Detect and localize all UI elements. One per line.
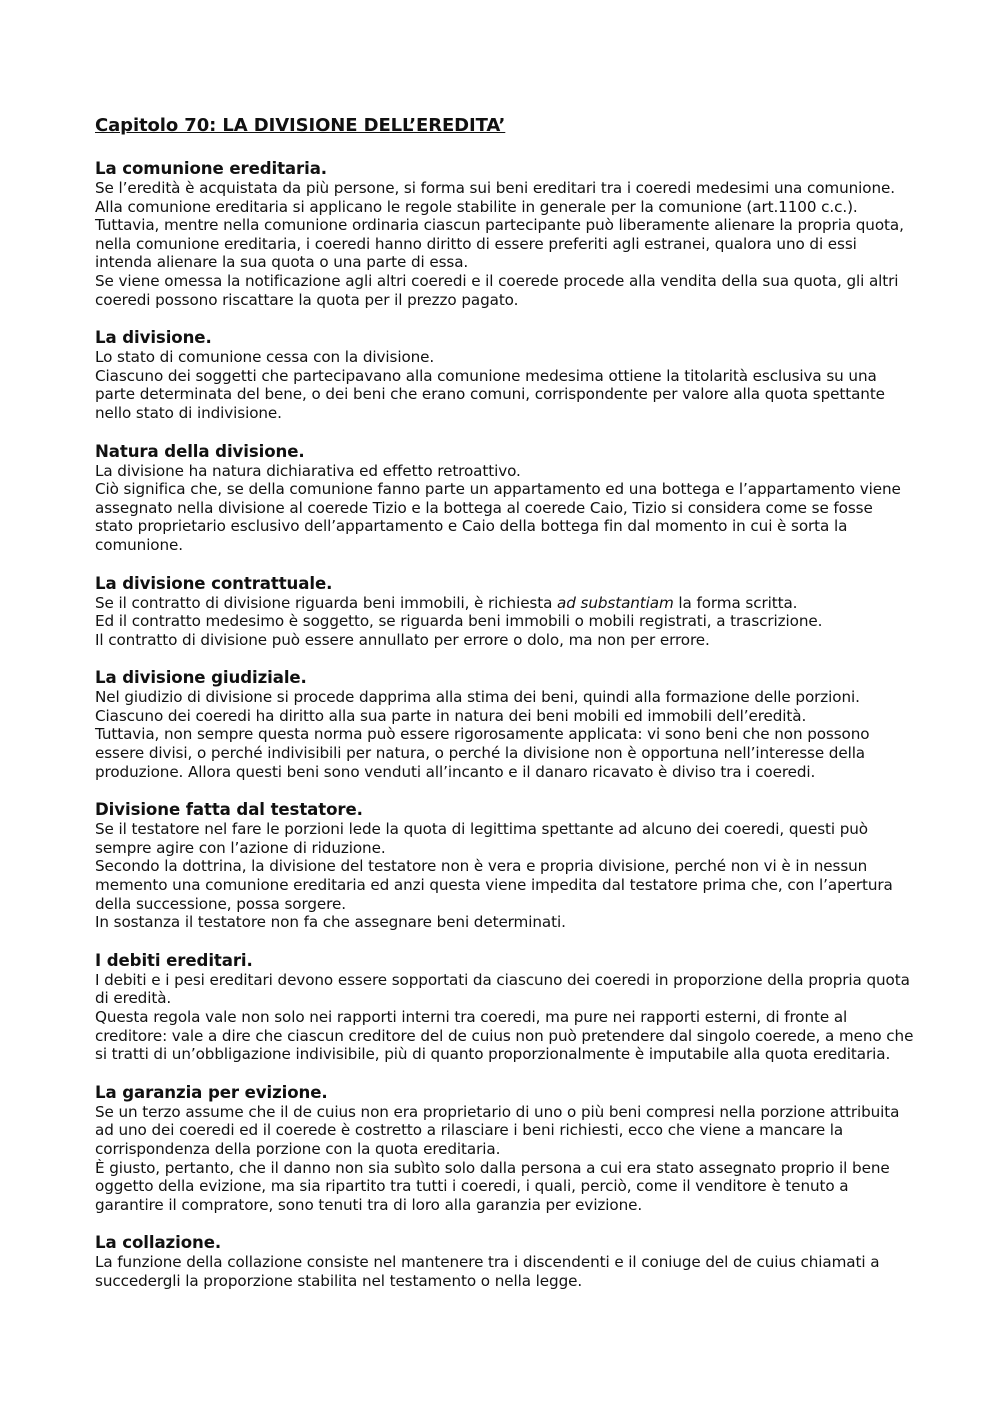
- paragraph: Ciascuno dei coeredi ha diritto alla sua parte in natura dei beni mobili ed immobili dell’eredità.: [95, 706, 807, 725]
- section-title: La divisione contrattuale.: [95, 573, 333, 593]
- paragraph: Lo stato di comunione cessa con la divisione.: [95, 348, 435, 367]
- section: [95, 328, 915, 422]
- section: [95, 159, 915, 309]
- paragraph: Ciò significa che, se della comunione fanno parte un appartamento ed una bottega e l’appartamento viene assegnato nella divisione al coerede Tizio e la bottega al coerede Caio, Tizio si considera come se fosse stato proprietario esclusivo dell’appartamento e Caio della bottega fin dal momento in cui è sorta la comunione.: [95, 480, 901, 554]
- paragraph: Se un terzo assume che il de cuius non era proprietario di uno o più beni compresi nella porzione attribuita ad uno dei coeredi ed il coerede è costretto a rilasciare i beni richiesti, ecco che viene a mancare la corrispondenza della porzione con la quota ereditaria.: [95, 1102, 900, 1158]
- section-title: Divisione fatta dal testatore.: [95, 800, 363, 820]
- section-title: Natura della divisione.: [95, 441, 305, 461]
- paragraph: Se l’eredità è acquistata da più persone, si forma sui beni ereditari tra i coeredi medesimi una comunione.: [95, 179, 895, 197]
- paragraph: Nel giudizio di divisione si procede dapprima alla stima dei beni, quindi alla formazione delle porzioni.: [95, 688, 860, 707]
- section: [95, 442, 915, 555]
- section: [95, 574, 915, 650]
- paragraph: Questa regola vale non solo nei rapporti interni tra coeredi, ma pure nei rapporti esterni, di fronte al creditore: vale a dire che ciascun creditore del de cuius non può pretendere dal singolo coerede, a meno che si tratti di un’obbligazione indivisibile, più di quanto proporzionalmente è imputabile alla quota ereditaria.: [95, 1008, 914, 1064]
- section-title: La divisione giudiziale.: [95, 668, 307, 688]
- paragraph: [95, 594, 915, 613]
- paragraph: Secondo la dottrina, la divisione del testatore non è vera e propria divisione, perché non vi è in nessun memento una comunione ereditaria ed anzi questa viene impedita dal testatore prima che, con l’apertura della successione, possa sorgere.: [95, 857, 893, 913]
- section-title: I debiti ereditari.: [95, 950, 253, 970]
- section: [95, 668, 915, 781]
- paragraph: La funzione della collazione consiste nel mantenere tra i discendenti e il coniuge del de cuius chiamati a succedergli la proporzione stabilita nel testamento o nella legge.: [95, 1253, 880, 1290]
- paragraph: In sostanza il testatore non fa che assegnare beni determinati.: [95, 913, 566, 932]
- paragraph-text: Se il contratto di divisione riguarda beni immobili, è richiesta: [95, 593, 558, 612]
- paragraph: La divisione ha natura dichiarativa ed effetto retroattivo.: [95, 461, 521, 480]
- paragraph: Ed il contratto medesimo è soggetto, se riguarda beni immobili o mobili registrati, a trascrizione.: [95, 612, 823, 631]
- sections-container: [95, 159, 915, 1291]
- section-title: La divisione.: [95, 328, 212, 348]
- section: [95, 1233, 915, 1290]
- chapter-title: Capitolo 70: LA DIVISIONE DELL’EREDITA’: [95, 115, 506, 136]
- paragraph: Se viene omessa la notificazione agli altri coeredi e il coerede procede alla vendita della sua quota, gli altri coeredi possono riscattare la quota per il prezzo pagato.: [95, 271, 899, 309]
- paragraph: Alla comunione ereditaria si applicano le regole stabilite in generale per la comunione (art.1100 c.c.).: [95, 197, 858, 216]
- section-title: La garanzia per evizione.: [95, 1082, 328, 1102]
- italic-term: ad substantiam: [557, 593, 674, 612]
- section: [95, 1083, 915, 1215]
- paragraph: Se il testatore nel fare le porzioni lede la quota di legittima spettante ad alcuno dei coeredi, questi può sempre agire con l’azione di riduzione.: [95, 820, 868, 857]
- paragraph-text: la forma scritta.: [673, 593, 798, 612]
- section-title: La collazione.: [95, 1233, 222, 1253]
- paragraph: Il contratto di divisione può essere annullato per errore o dolo, ma non per errore.: [95, 630, 710, 649]
- section: [95, 951, 915, 1064]
- paragraph: Tuttavia, mentre nella comunione ordinaria ciascun partecipante può liberamente alienare la propria quota, nella comunione ereditaria, i coeredi hanno diritto di essere preferiti agli estranei, qualora uno di essi intenda alienare la sua quota o una parte di essa.: [95, 216, 904, 272]
- paragraph: Ciascuno dei soggetti che partecipavano alla comunione medesima ottiene la titolarità esclusiva su una parte determinata del bene, o dei beni che erano comuni, corrispondente per valore alla quota spettante nello stato di indivisione.: [95, 366, 885, 422]
- section-title: La comunione ereditaria.: [95, 159, 327, 178]
- document-page: [95, 113, 915, 1310]
- paragraph: È giusto, pertanto, che il danno non sia subìto solo dalla persona a cui era stato assegnato proprio il bene oggetto della evizione, ma sia ripartito tra tutti i coeredi, i quali, perciò, come il venditore è tenuto a garantire il compratore, sono tenuti tra di loro alla garanzia per evizione.: [95, 1158, 890, 1214]
- paragraph: Tuttavia, non sempre questa norma può essere rigorosamente applicata: vi sono beni che non possono essere divisi, o perché indivisibili per natura, o perché la divisione non è opportuna nell’interesse della produzione. Allora questi beni sono venduti all’incanto e il danaro ricavato è diviso tra i coeredi.: [95, 725, 870, 781]
- paragraph: I debiti e i pesi ereditari devono essere sopportati da ciascuno dei coeredi in proporzione della propria quota di eredità.: [95, 970, 910, 1008]
- section: [95, 800, 915, 932]
